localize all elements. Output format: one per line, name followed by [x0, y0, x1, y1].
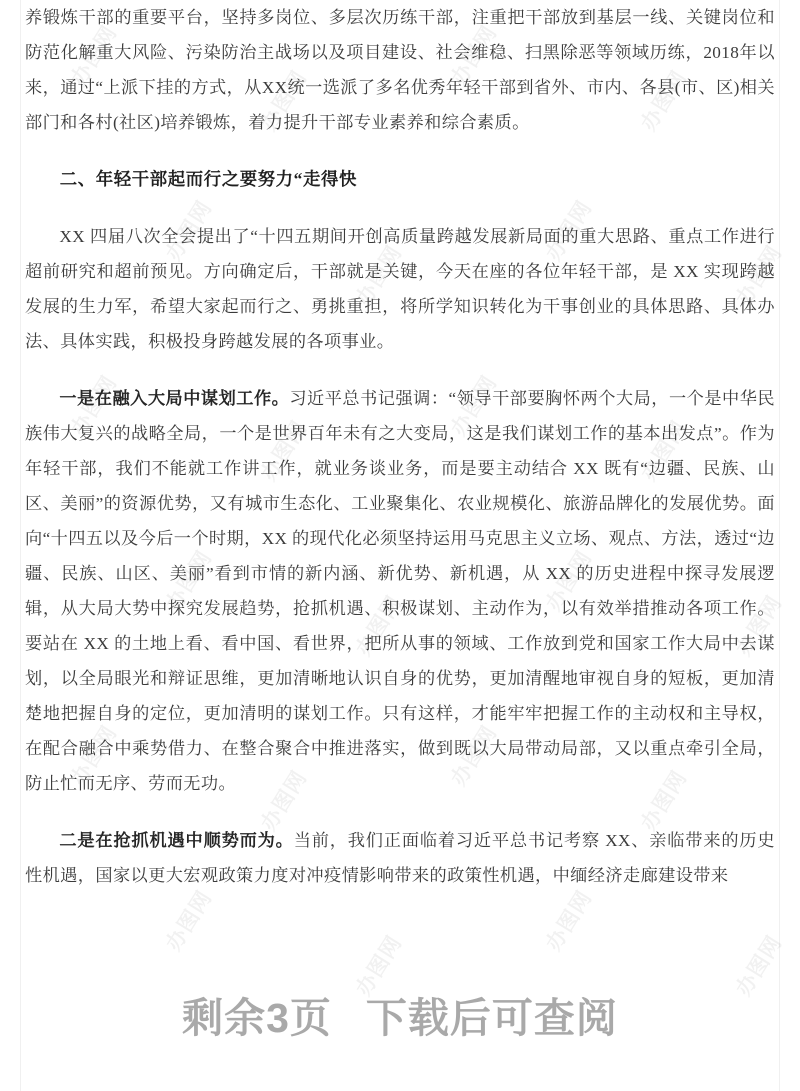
watermark-text: 办图网: [542, 886, 597, 955]
paragraph-fourth-plenary: XX 四届八次全会提出了“十四五期间开创高质量跨越发展新局面的重大思路、重点工作进行超前研究和超前预见。方向确定后，干部就是关键，今天在座的各位年轻干部，是 XX 实现跨越发展的生力军，希望大家起而行之、勇挑重担，将所学知识转化为干事创业的具体思路、具体办法、具体实践，积极投身跨越发展的各项事业。: [25, 227, 775, 351]
watermark-text: 办图网: [352, 931, 407, 1000]
watermark-text: 办图网: [447, 21, 502, 90]
watermark-text: 办图网: [162, 196, 217, 265]
download-hint-label: 下载后可查阅: [365, 995, 618, 1041]
paragraph-cadre-platform: 养锻炼干部的重要平台，坚持多岗位、多层次历练干部，注重把干部放到基层一线、关键岗位和防范化解重大风险、污染防治主战场以及项目建设、社会维稳、扫黑除恶等领域历练，2018年以来，通过“上派下挂的方式，从XX统一选派了多名优秀年轻干部到省外、市内、各县(市、区)相关部门和各村(社区)培养锻炼，着力提升干部专业素养和综合素质。: [25, 8, 775, 132]
watermark-text: 办图网: [67, 721, 122, 790]
watermark-text: 办图网: [542, 546, 597, 615]
watermark-text: 办图网: [637, 66, 692, 135]
watermark-text: 办图网: [732, 931, 787, 1000]
watermark-text: 办图网: [447, 721, 502, 790]
watermark-text: 办图网: [637, 416, 692, 485]
watermark-text: 办图网: [67, 371, 122, 440]
spacer: [25, 801, 775, 823]
page-border-left: [20, 0, 21, 1091]
page-border-right: [779, 0, 780, 1091]
watermark-text: 办图网: [637, 766, 692, 835]
watermark-text: 办图网: [352, 591, 407, 660]
document-text-body: [25, 0, 775, 893]
watermark-text: 办图网: [257, 416, 312, 485]
watermark-text: 办图网: [542, 196, 597, 265]
paragraph-point-one-text: 习近平总书记强调：“领导干部要胸怀两个大局，一个是中华民族伟大复兴的战略全局，一个是世界百年未有之大变局，这是我们谋划工作的基本出发点”。作为年轻干部，我们不能就工作讲工作，就业务谈业务，而是要主动结合 XX 既有“边疆、民族、山区、美丽”的资源优势，又有城市生态化、工业聚集化、农业规模化、旅游品牌化的发展优势。面向“十四五以及今后一个时期，XX 的现代化必须坚持运用马克思主义立场、观点、方法，透过“边疆、民族、山区、美丽”看到市情的新内涵、新优势、新机遇，从 XX 的历史进程中探寻发展逻辑，从大局大势中探究发展趋势，抢抓机遇、积极谋划、主动作为，以有效举措推动各项工作。要站在 XX 的土地上看、看中国、看世界，把所从事的领域、工作放到党和国家工作大局中去谋划，以全局眼光和辩证思维，更加清晰地认识自身的优势，更加清醒地审视自身的短板，更加清楚地把握自身的定位，更加清明的谋划工作。只有这样，才能牢牢把握工作的主动权和主导权，在配合融合中乘势借力、在整合聚合中推进落实，做到既以大局带动局部，又以重点牵引全局，防止忙而无序、劳而无功。: [25, 389, 775, 793]
remaining-pages-label: 剩余3页: [182, 995, 332, 1041]
watermark-text: 办图网: [257, 66, 312, 135]
spacer: [25, 359, 775, 381]
paragraph-point-one: [25, 381, 775, 801]
watermark-text: 办图网: [352, 241, 407, 310]
paragraph-point-two: [25, 823, 775, 893]
watermark-text: 办图网: [732, 591, 787, 660]
watermark-text: 办图网: [257, 766, 312, 835]
section-heading-two: 二、年轻干部起而行之要努力“走得快: [59, 169, 357, 189]
spacer: [25, 140, 775, 162]
watermark-text: 办图网: [162, 546, 217, 615]
paragraph-point-one-lead: 一是在融入大局中谋划工作。: [59, 389, 290, 408]
spacer: [25, 197, 775, 219]
watermark-text: 办图网: [67, 21, 122, 90]
watermark-text: 办图网: [447, 371, 502, 440]
paragraph-point-two-lead: 二是在抢抓机遇中顺势而为。: [59, 831, 294, 850]
watermark-text: 办图网: [162, 886, 217, 955]
watermark-text: 办图网: [732, 241, 787, 310]
paragraph-point-two-text: 当前，我们正面临着习近平总书记考察 XX、亲临带来的历史性机遇，国家以更大宏观政策力度对冲疫情影响带来的政策性机遇，中缅经济走廊建设带来: [25, 831, 776, 885]
download-prompt[interactable]: [0, 985, 800, 1044]
